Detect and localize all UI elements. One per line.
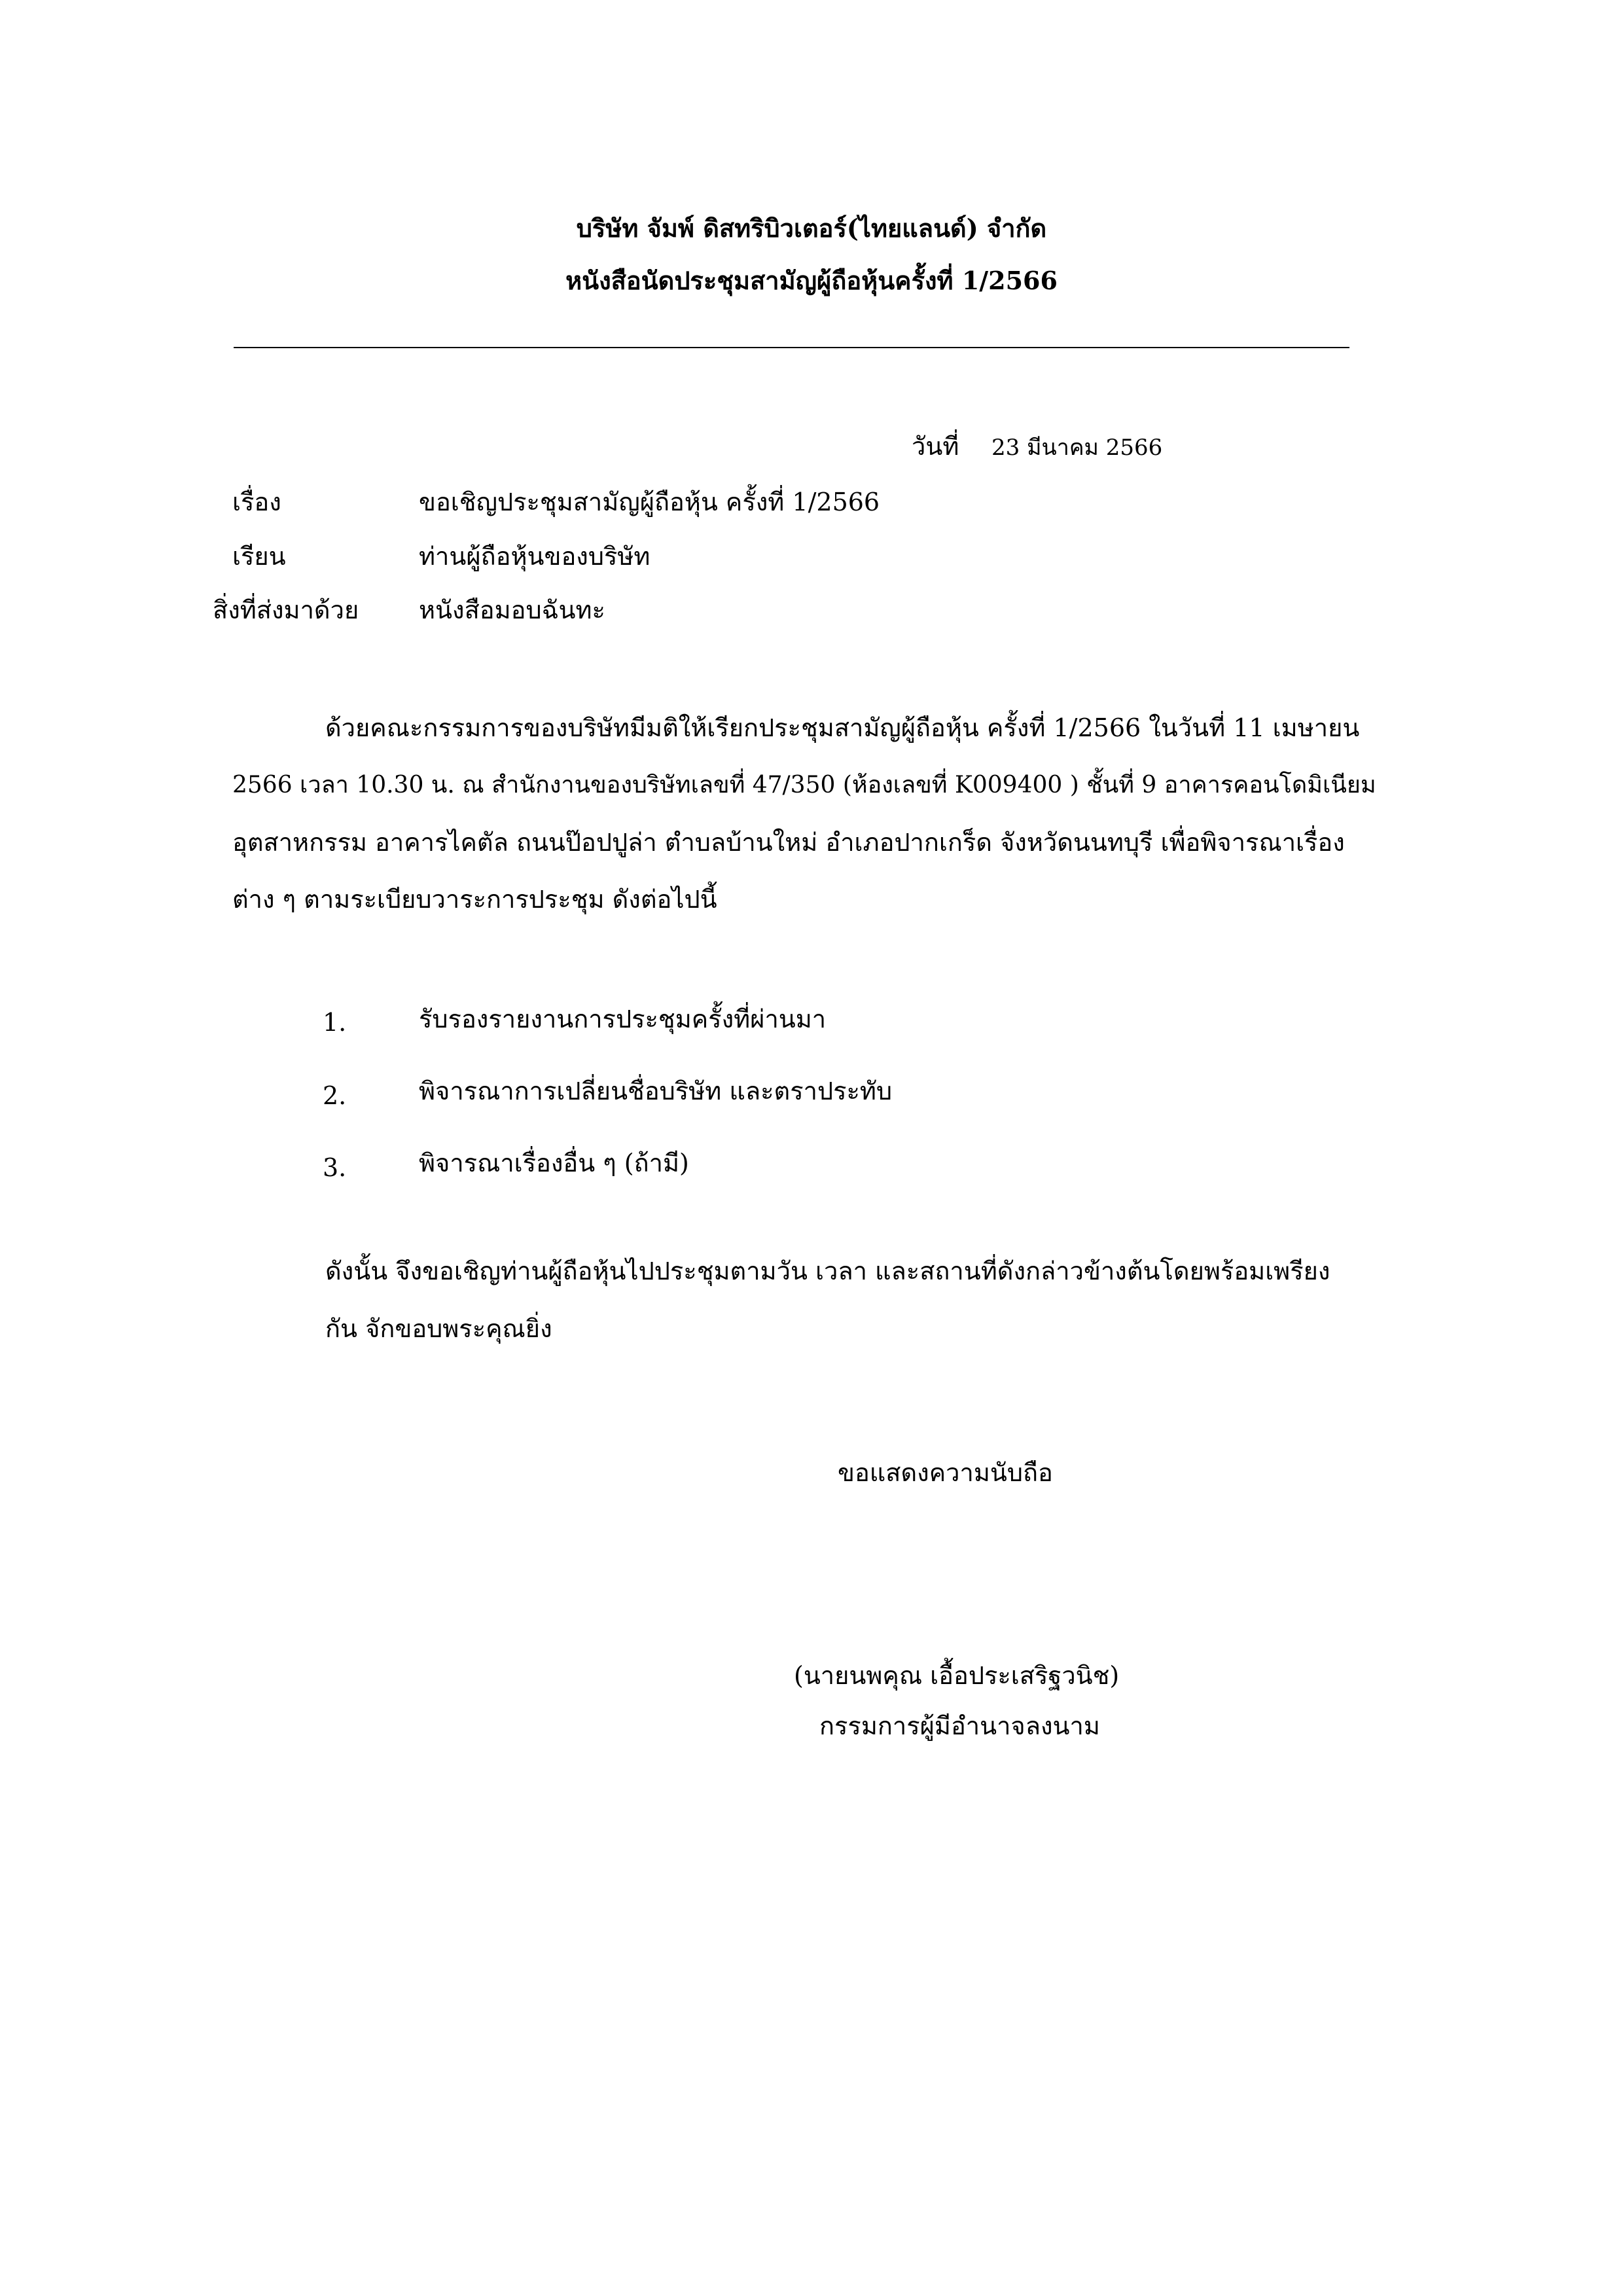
date-label: วันที่ <box>912 432 959 461</box>
agenda-number-1: 1. <box>323 1008 347 1037</box>
agenda-item-2: พิจารณาการเปลี่ยนชื่อบริษัท และตราประทับ <box>419 1077 893 1105</box>
enclosure-label: สิ่งที่ส่งมาด้วย <box>213 596 359 624</box>
subject-label: เรื่อง <box>232 488 281 516</box>
enclosure-value: หนังสือมอบฉันทะ <box>419 596 605 624</box>
signatory-name: (นายนพคุณ เอื้อประเสริฐวนิช) <box>794 1661 1120 1690</box>
closing-line-2: กัน จักขอบพระคุณยิ่ง <box>325 1314 552 1343</box>
signatory-position: กรรมการผู้มีอำนาจลงนาม <box>819 1712 1100 1740</box>
recipient-label: เรียน <box>232 542 286 571</box>
header-divider <box>234 347 1349 348</box>
body-line-4: ต่าง ๆ ตามระเบียบวาระการประชุม ดังต่อไปนี้ <box>232 885 717 914</box>
sign-off: ขอแสดงความนับถือ <box>838 1458 1053 1487</box>
agenda-number-2: 2. <box>323 1081 347 1110</box>
agenda-number-3: 3. <box>323 1153 347 1182</box>
notice-title: หนังสือนัดประชุมสามัญผู้ถือหุ้นครั้งที่ 1/2566 <box>565 266 1058 295</box>
recipient-value: ท่านผู้ถือหุ้นของบริษัท <box>419 542 651 571</box>
company-name: บริษัท จัมพ์ ดิสทริบิวเตอร์(ไทยแลนด์) จำกัด <box>576 213 1047 243</box>
closing-line-1: ดังนั้น จึงขอเชิญท่านผู้ถือหุ้นไปประชุมตามวัน เวลา และสถานที่ดังกล่าวข้างต้นโดยพร้อมเพรียง <box>325 1257 1330 1285</box>
subject-value: ขอเชิญประชุมสามัญผู้ถือหุ้น ครั้งที่ 1/2566 <box>419 488 880 516</box>
date-value: 23 มีนาคม 2566 <box>991 435 1163 461</box>
body-line-3: อุตสาหกรรม อาคารไคตัล ถนนป๊อปปูล่า ตำบลบ้านใหม่ อำเภอปากเกร็ด จังหวัดนนทบุรี เพื่อพิจารณาเรื่อง <box>232 828 1345 857</box>
body-line-2: 2566 เวลา 10.30 น. ณ สำนักงานของบริษัทเลขที่ 47/350 (ห้องเลขที่ K009400 ) ชั้นที่ 9 อาคารคอนโดมิเนียม <box>232 772 1376 798</box>
agenda-item-3: พิจารณาเรื่องอื่น ๆ (ถ้ามี) <box>419 1149 689 1177</box>
body-line-1: ด้วยคณะกรรมการของบริษัทมีมติให้เรียกประชุมสามัญผู้ถือหุ้น ครั้งที่ 1/2566 ในวันที่ 11 เมษายน <box>325 713 1360 742</box>
agenda-item-1: รับรองรายงานการประชุมครั้งที่ผ่านมา <box>419 1005 827 1033</box>
